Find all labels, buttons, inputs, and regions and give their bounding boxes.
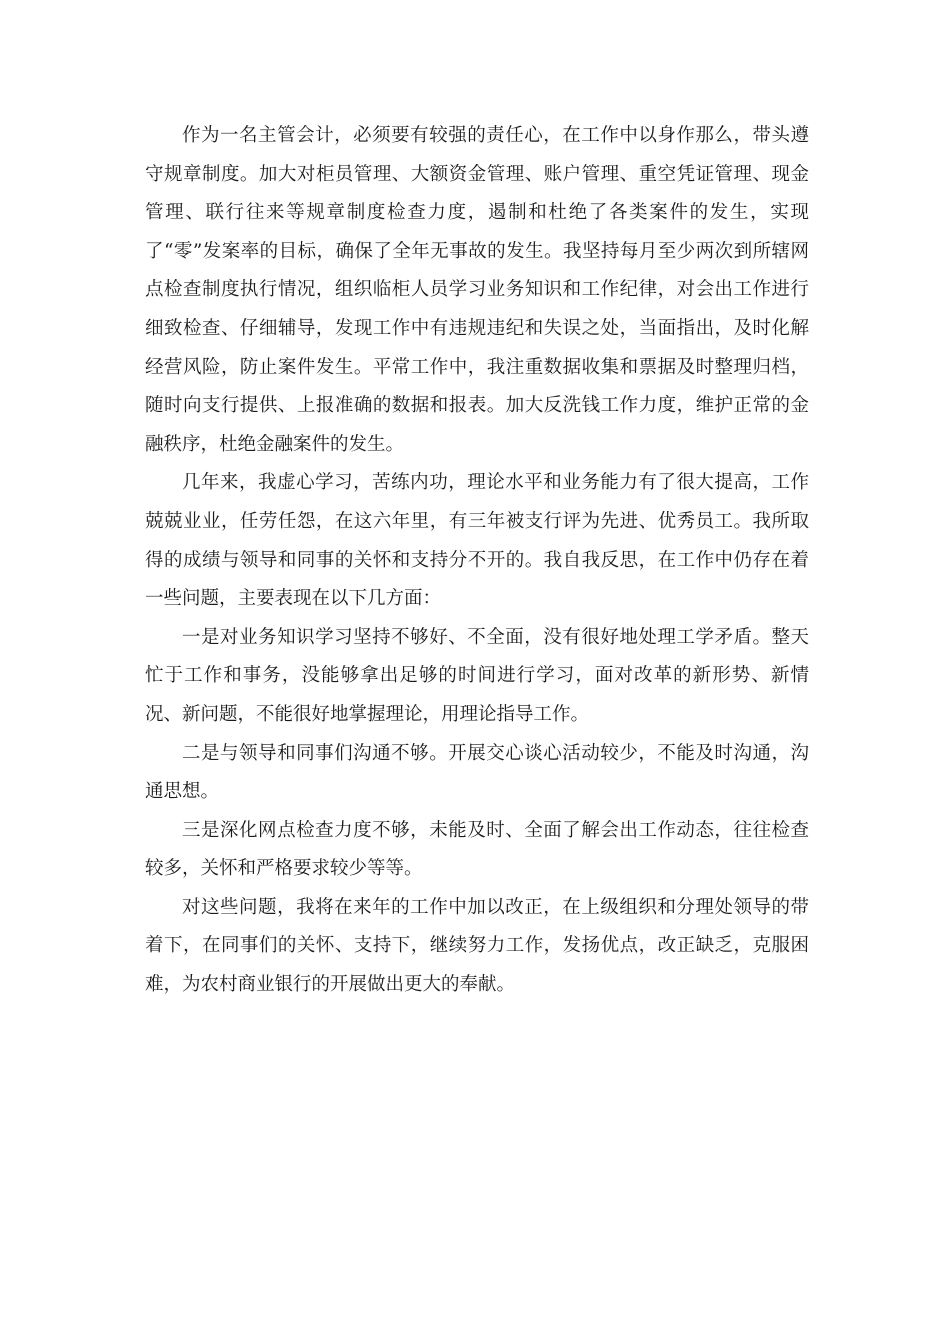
document-body (145, 117, 809, 1005)
paragraph-4: 二是与领导和同事们沟通不够。开展交心谈心活动较少，不能及时沟通，沟通思想。 (145, 742, 809, 803)
paragraph-3: 一是对业务知识学习坚持不够好、不全面，没有很好地处理工学矛盾。整天忙于工作和事务，没能够拿出足够的时间进行学习，面对改革的新形势、新情况、新问题，不能很好地掌握理论，用理论指导工作。 (145, 626, 809, 725)
paragraph-5: 三是深化网点检查力度不够，未能及时、全面了解会出工作动态，往往检查较多，关怀和严格要求较少等等。 (145, 819, 809, 880)
paragraph-2: 几年来，我虚心学习，苦练内功，理论水平和业务能力有了很大提高，工作兢兢业业，任劳任怨，在这六年里，有三年被支行评为先进、优秀员工。我所取得的成绩与领导和同事的关怀和支持分不开的。我自我反思，在工作中仍存在着一些问题，主要表现在以下几方面： (145, 472, 809, 610)
paragraph-6: 对这些问题，我将在来年的工作中加以改正，在上级组织和分理处领导的带着下，在同事们的关怀、支持下，继续努力工作，发扬优点，改正缺乏，克服困难，为农村商业银行的开展做出更大的奉献。 (145, 896, 809, 996)
paragraph-1: 作为一名主管会计，必须要有较强的责任心，在工作中以身作那么，带头遵守规章制度。加大对柜员管理、大额资金管理、账户管理、重空凭证管理、现金管理、联行往来等规章制度检查力度，遏制和杜绝了各类案件的发生，实现了“零”发案率的目标，确保了全年无事故的发生。我坚持每月至少两次到所辖网点检查制度执行情况，组织临柜人员学习业务知识和工作纪律，对会出工作进行细致检查、仔细辅导，发现工作中有违规违纪和失误之处，当面指出，及时化解经营风险，防止案件发生。平常工作中，我注重数据收集和票据及时整理归档，随时向支行提供、上报准确的数据和报表。加大反洗钱工作力度，维护正常的金融秩序，杜绝金融案件的发生。 (145, 125, 809, 455)
